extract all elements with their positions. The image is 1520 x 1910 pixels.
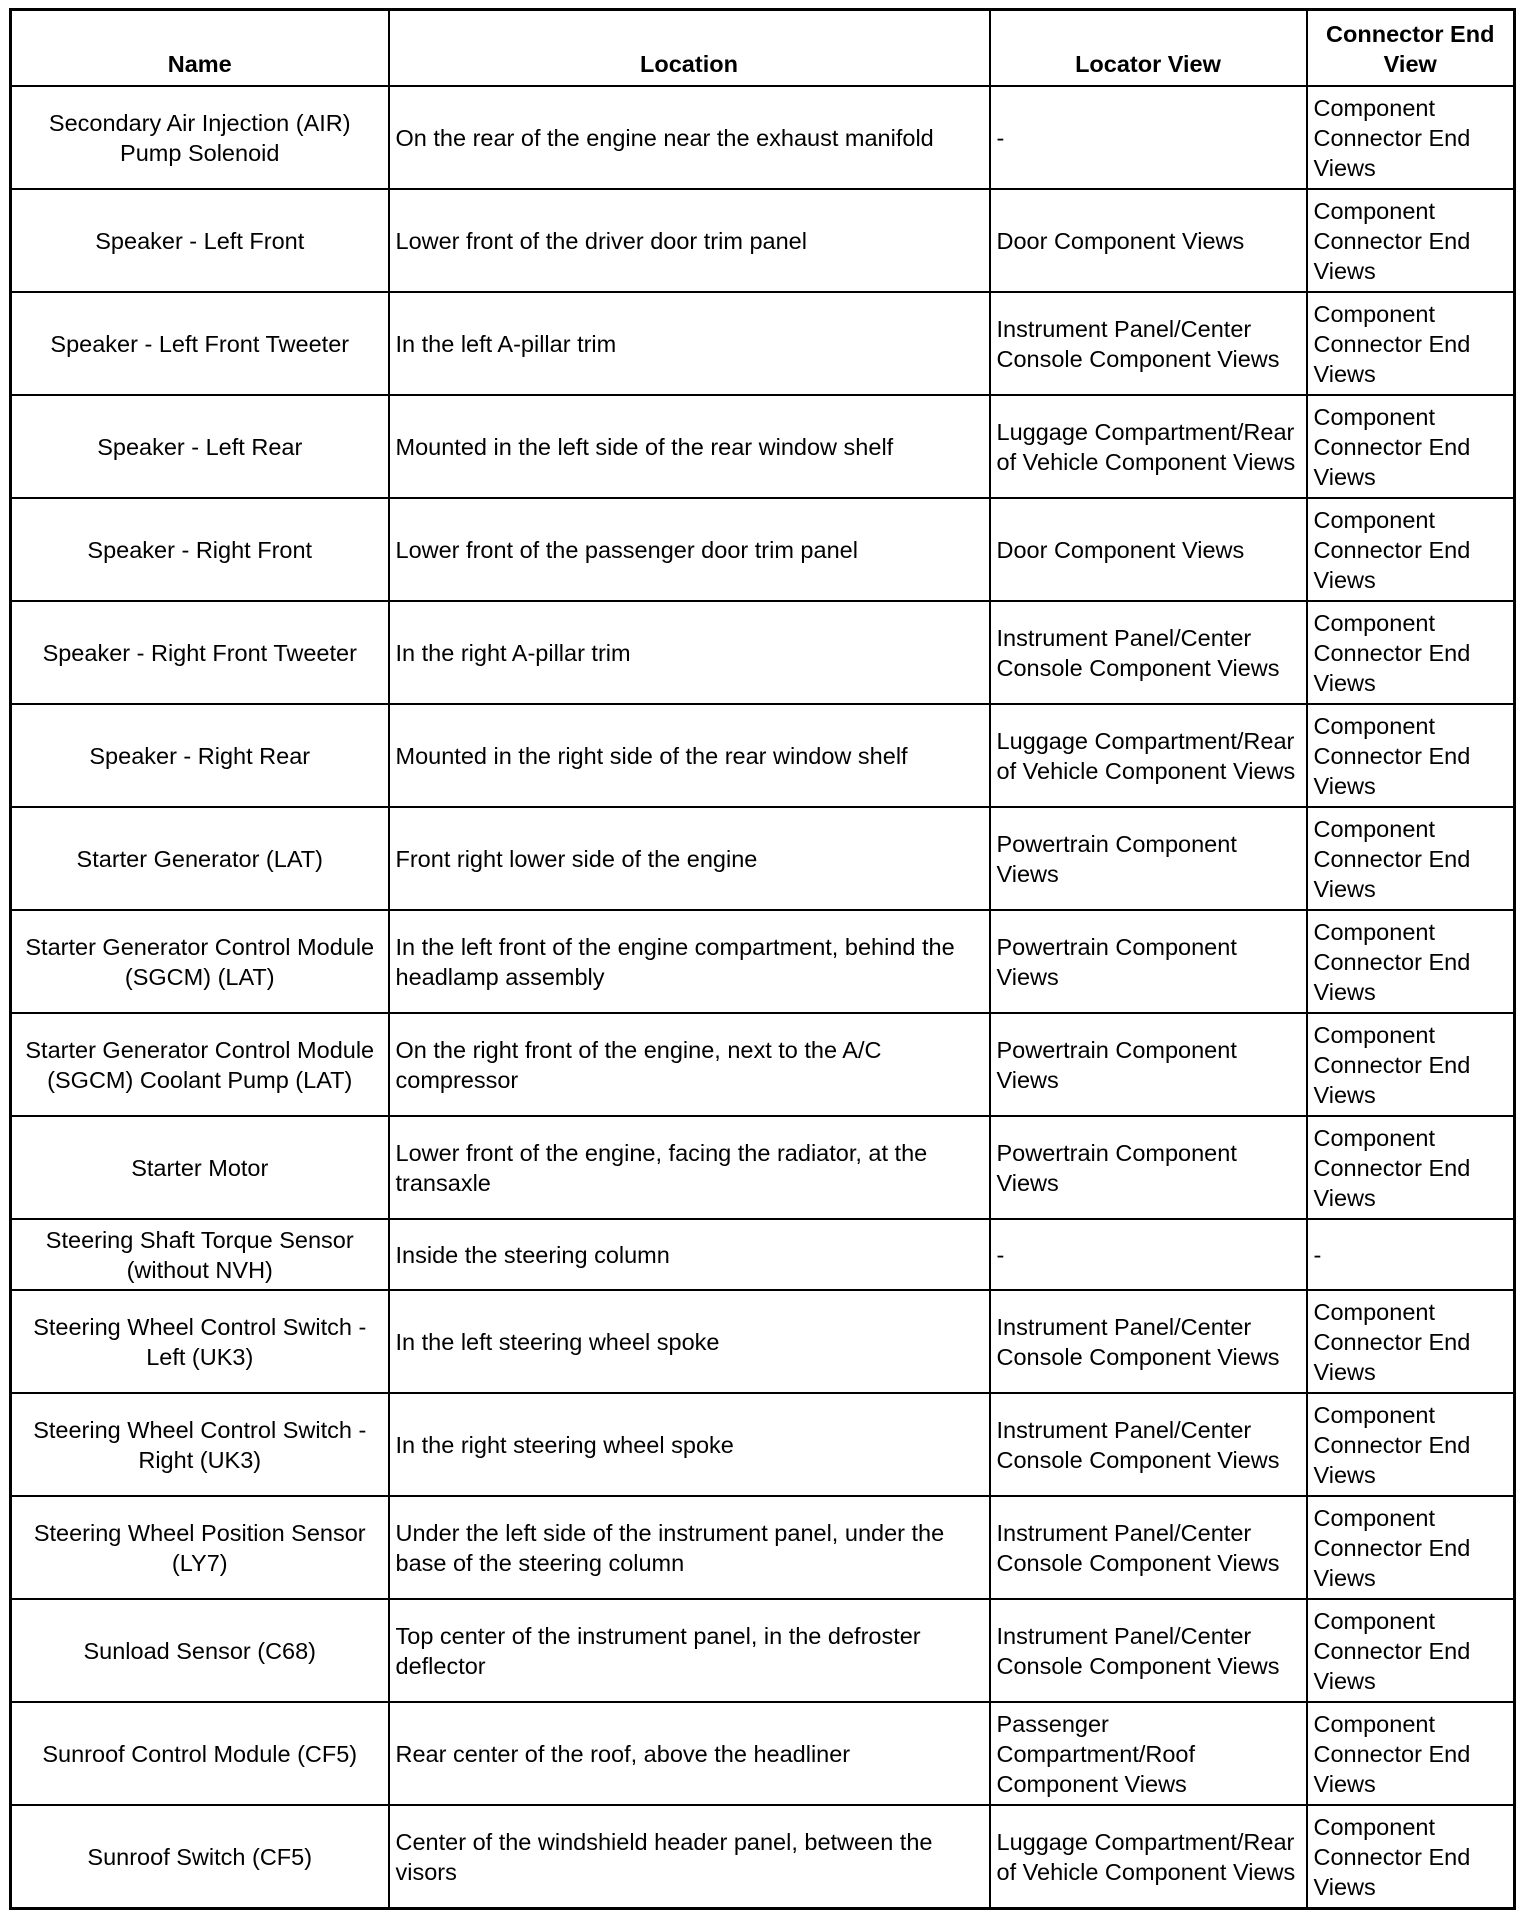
header-connector-end-view: Connector End View	[1307, 10, 1515, 87]
cell-connector-end-view: Component Connector End Views	[1307, 1013, 1515, 1116]
cell-location: Mounted in the left side of the rear window shelf	[389, 395, 990, 498]
cell-name: Starter Generator Control Module (SGCM) (LAT)	[11, 910, 389, 1013]
component-locator-table	[9, 8, 1516, 1910]
cell-location: Center of the windshield header panel, between the visors	[389, 1805, 990, 1909]
cell-location: Top center of the instrument panel, in the defroster deflector	[389, 1599, 990, 1702]
cell-location: Mounted in the right side of the rear window shelf	[389, 704, 990, 807]
cell-locator-view: Door Component Views	[990, 498, 1307, 601]
cell-name: Steering Shaft Torque Sensor (without NVH)	[11, 1219, 389, 1290]
cell-name: Steering Wheel Position Sensor (LY7)	[11, 1496, 389, 1599]
table-row	[11, 1219, 1515, 1290]
table-body	[11, 86, 1515, 1909]
cell-locator-view: Instrument Panel/Center Console Component Views	[990, 1599, 1307, 1702]
cell-connector-end-view: Component Connector End Views	[1307, 292, 1515, 395]
cell-locator-view: Powertrain Component Views	[990, 807, 1307, 910]
header-locator-view: Locator View	[990, 10, 1307, 87]
table-row	[11, 189, 1515, 292]
table-row	[11, 1013, 1515, 1116]
table-row	[11, 1393, 1515, 1496]
cell-locator-view: Powertrain Component Views	[990, 1013, 1307, 1116]
cell-connector-end-view: Component Connector End Views	[1307, 1496, 1515, 1599]
cell-name: Speaker - Right Front Tweeter	[11, 601, 389, 704]
table-row	[11, 1702, 1515, 1805]
cell-location: On the rear of the engine near the exhaust manifold	[389, 86, 990, 189]
cell-name: Speaker - Left Front	[11, 189, 389, 292]
cell-name: Starter Generator Control Module (SGCM) Coolant Pump (LAT)	[11, 1013, 389, 1116]
cell-name: Secondary Air Injection (AIR) Pump Solenoid	[11, 86, 389, 189]
table-row	[11, 1805, 1515, 1909]
cell-location: Lower front of the passenger door trim panel	[389, 498, 990, 601]
cell-location: On the right front of the engine, next to the A/C compressor	[389, 1013, 990, 1116]
cell-location: Lower front of the driver door trim panel	[389, 189, 990, 292]
cell-name: Speaker - Left Front Tweeter	[11, 292, 389, 395]
cell-connector-end-view: Component Connector End Views	[1307, 189, 1515, 292]
cell-name: Steering Wheel Control Switch - Left (UK3)	[11, 1290, 389, 1393]
cell-locator-view: Door Component Views	[990, 189, 1307, 292]
cell-name: Starter Generator (LAT)	[11, 807, 389, 910]
cell-connector-end-view: Component Connector End Views	[1307, 395, 1515, 498]
cell-locator-view: Instrument Panel/Center Console Component Views	[990, 292, 1307, 395]
cell-locator-view: Passenger Compartment/Roof Component Views	[990, 1702, 1307, 1805]
cell-connector-end-view: Component Connector End Views	[1307, 1599, 1515, 1702]
cell-location: In the right A-pillar trim	[389, 601, 990, 704]
cell-connector-end-view: Component Connector End Views	[1307, 807, 1515, 910]
cell-name: Starter Motor	[11, 1116, 389, 1219]
cell-locator-view: Instrument Panel/Center Console Component Views	[990, 1496, 1307, 1599]
table-row	[11, 704, 1515, 807]
cell-locator-view: Powertrain Component Views	[990, 910, 1307, 1013]
table-row	[11, 498, 1515, 601]
table-row	[11, 910, 1515, 1013]
cell-connector-end-view: Component Connector End Views	[1307, 1702, 1515, 1805]
table-row	[11, 601, 1515, 704]
table-row	[11, 1496, 1515, 1599]
cell-locator-view: -	[990, 86, 1307, 189]
cell-connector-end-view: Component Connector End Views	[1307, 1805, 1515, 1909]
cell-name: Speaker - Right Rear	[11, 704, 389, 807]
cell-locator-view: Luggage Compartment/Rear of Vehicle Component Views	[990, 395, 1307, 498]
cell-name: Sunload Sensor (C68)	[11, 1599, 389, 1702]
cell-connector-end-view: Component Connector End Views	[1307, 1290, 1515, 1393]
cell-connector-end-view: Component Connector End Views	[1307, 498, 1515, 601]
cell-locator-view: Instrument Panel/Center Console Component Views	[990, 601, 1307, 704]
table-row	[11, 86, 1515, 189]
table-row	[11, 1116, 1515, 1219]
cell-name: Sunroof Control Module (CF5)	[11, 1702, 389, 1805]
cell-locator-view: Instrument Panel/Center Console Component Views	[990, 1290, 1307, 1393]
cell-location: Lower front of the engine, facing the radiator, at the transaxle	[389, 1116, 990, 1219]
cell-location: Front right lower side of the engine	[389, 807, 990, 910]
cell-locator-view: Luggage Compartment/Rear of Vehicle Component Views	[990, 1805, 1307, 1909]
cell-connector-end-view: Component Connector End Views	[1307, 1116, 1515, 1219]
cell-name: Speaker - Right Front	[11, 498, 389, 601]
header-location: Location	[389, 10, 990, 87]
cell-location: Under the left side of the instrument panel, under the base of the steering column	[389, 1496, 990, 1599]
cell-connector-end-view: Component Connector End Views	[1307, 1393, 1515, 1496]
header-name: Name	[11, 10, 389, 87]
cell-location: Rear center of the roof, above the headliner	[389, 1702, 990, 1805]
table-row	[11, 292, 1515, 395]
cell-locator-view: -	[990, 1219, 1307, 1290]
table-row	[11, 1290, 1515, 1393]
cell-name: Speaker - Left Rear	[11, 395, 389, 498]
cell-locator-view: Luggage Compartment/Rear of Vehicle Component Views	[990, 704, 1307, 807]
table-row	[11, 395, 1515, 498]
cell-connector-end-view: -	[1307, 1219, 1515, 1290]
cell-location: In the right steering wheel spoke	[389, 1393, 990, 1496]
cell-name: Steering Wheel Control Switch - Right (UK3)	[11, 1393, 389, 1496]
cell-location: In the left A-pillar trim	[389, 292, 990, 395]
cell-location: In the left steering wheel spoke	[389, 1290, 990, 1393]
table-row	[11, 807, 1515, 910]
table-row	[11, 1599, 1515, 1702]
cell-connector-end-view: Component Connector End Views	[1307, 910, 1515, 1013]
cell-connector-end-view: Component Connector End Views	[1307, 86, 1515, 189]
cell-name: Sunroof Switch (CF5)	[11, 1805, 389, 1909]
cell-connector-end-view: Component Connector End Views	[1307, 704, 1515, 807]
cell-location: Inside the steering column	[389, 1219, 990, 1290]
cell-locator-view: Instrument Panel/Center Console Component Views	[990, 1393, 1307, 1496]
header-row	[11, 10, 1515, 87]
cell-locator-view: Powertrain Component Views	[990, 1116, 1307, 1219]
cell-location: In the left front of the engine compartment, behind the headlamp assembly	[389, 910, 990, 1013]
cell-connector-end-view: Component Connector End Views	[1307, 601, 1515, 704]
